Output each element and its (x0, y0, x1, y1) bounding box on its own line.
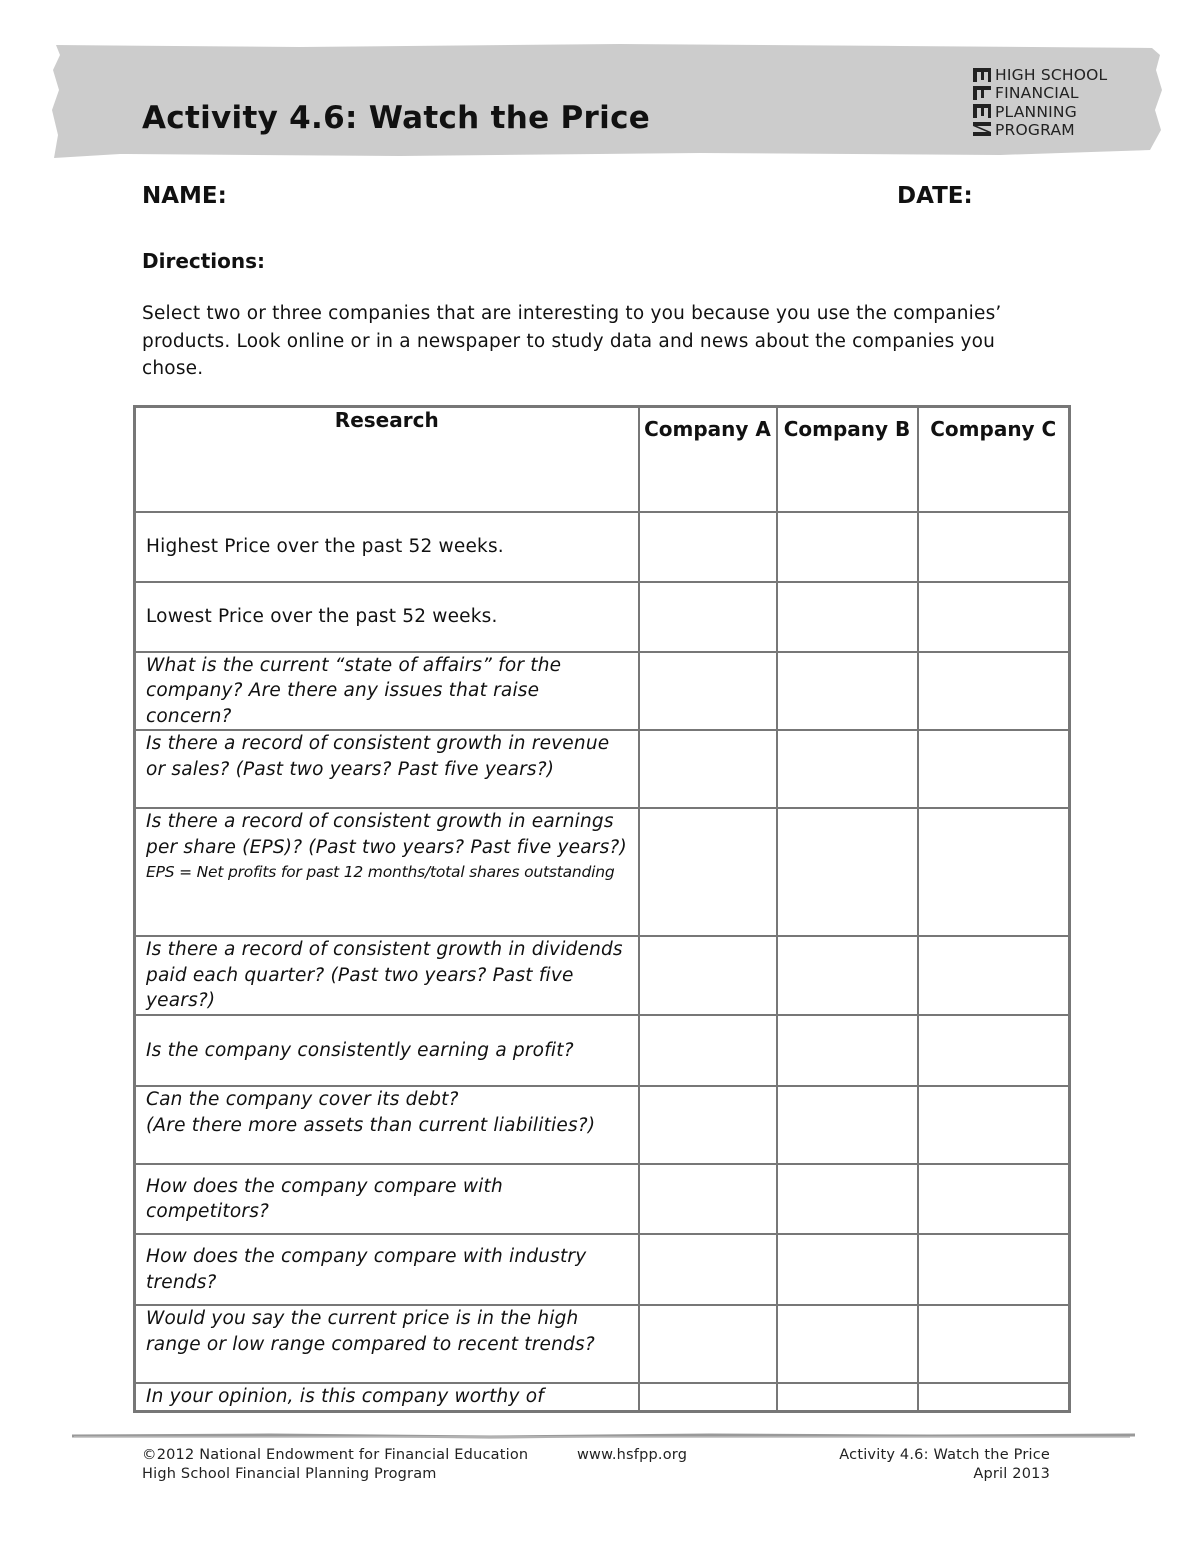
company-c-cell[interactable] (918, 1383, 1070, 1412)
date-label: DATE: (897, 183, 973, 209)
column-header-company-b: Company B (777, 407, 918, 512)
column-header-research: Research (135, 407, 639, 512)
row-question: Lowest Price over the past 52 weeks. (135, 582, 639, 652)
company-b-cell[interactable] (777, 652, 918, 731)
table-row (135, 1164, 1070, 1234)
company-c-cell[interactable] (918, 652, 1070, 731)
company-a-cell[interactable] (639, 1086, 777, 1164)
row-question: How does the company compare with competitors? (135, 1164, 639, 1234)
table-row (135, 652, 1070, 731)
table-row (135, 1234, 1070, 1305)
company-a-cell[interactable] (639, 652, 777, 731)
nefe-logo-mark (970, 66, 994, 138)
logo-line-2: FINANCIAL (995, 84, 1079, 103)
eps-note: EPS = Net profits for past 12 months/total shares outstanding (146, 863, 615, 881)
company-c-cell[interactable] (918, 1015, 1070, 1086)
logo-line-4: PROGRAM (995, 120, 1075, 139)
table-row (135, 1086, 1070, 1164)
row-question: Would you say the current price is in the high range or low range compared to recent trends? (135, 1305, 639, 1383)
company-c-cell[interactable] (918, 730, 1070, 808)
row-question: Can the company cover its debt? (146, 1089, 459, 1110)
row-question: In your opinion, is this company worthy of (135, 1383, 639, 1412)
table-header-row (135, 407, 1070, 512)
company-a-cell[interactable] (639, 1234, 777, 1305)
row-question: How does the company compare with industry trends? (135, 1234, 639, 1305)
row-question: Is the company consistently earning a profit? (135, 1015, 639, 1086)
page-title: Activity 4.6: Watch the Price (142, 100, 651, 136)
company-c-cell[interactable] (918, 808, 1070, 936)
footer-copyright: ©2012 National Endowment for Financial Education (142, 1447, 529, 1463)
table-row (135, 730, 1070, 808)
footer-left (142, 1446, 528, 1484)
company-a-cell[interactable] (639, 1164, 777, 1234)
logo-text (995, 66, 1107, 139)
row-question: Is there a record of consistent growth in earnings per share (EPS)? (Past two years? Past five years?) (146, 811, 627, 858)
column-header-company-c: Company C (918, 407, 1070, 512)
table-row (135, 808, 1070, 936)
company-b-cell[interactable] (777, 512, 918, 582)
row-question: Highest Price over the past 52 weeks. (135, 512, 639, 582)
company-c-cell[interactable] (918, 1305, 1070, 1383)
footer-program: High School Financial Planning Program (142, 1466, 437, 1482)
research-table (133, 405, 1071, 1413)
column-header-company-a: Company A (639, 407, 777, 512)
row-question-debt (135, 1086, 639, 1164)
company-c-cell[interactable] (918, 1086, 1070, 1164)
company-b-cell[interactable] (777, 730, 918, 808)
company-c-cell[interactable] (918, 582, 1070, 652)
logo-line-3: PLANNING (995, 102, 1077, 121)
row-question: Is there a record of consistent growth in revenue or sales? (Past two years? Past five years?) (135, 730, 639, 808)
company-b-cell[interactable] (777, 1086, 918, 1164)
company-a-cell[interactable] (639, 1305, 777, 1383)
footer-activity: Activity 4.6: Watch the Price (839, 1447, 1050, 1463)
company-b-cell[interactable] (777, 808, 918, 936)
company-c-cell[interactable] (918, 1234, 1070, 1305)
company-b-cell[interactable] (777, 1383, 918, 1412)
table-row (135, 582, 1070, 652)
company-b-cell[interactable] (777, 1164, 918, 1234)
footer-divider (70, 1431, 1140, 1441)
company-b-cell[interactable] (777, 936, 918, 1015)
table-row (135, 936, 1070, 1015)
table-row (135, 512, 1070, 582)
company-a-cell[interactable] (639, 1383, 777, 1412)
company-a-cell[interactable] (639, 808, 777, 936)
table-row (135, 1305, 1070, 1383)
table-row (135, 1383, 1070, 1412)
company-b-cell[interactable] (777, 582, 918, 652)
company-a-cell[interactable] (639, 512, 777, 582)
directions-text: Select two or three companies that are interesting to you because you use the companies’ products. Look online or in a newspaper to study data and news about the companies you chose. (142, 303, 1002, 379)
name-label: NAME: (142, 183, 227, 209)
company-a-cell[interactable] (639, 582, 777, 652)
company-c-cell[interactable] (918, 512, 1070, 582)
row-question: Is there a record of consistent growth in dividends paid each quarter? (Past two years? Past five years?) (135, 936, 639, 1015)
company-a-cell[interactable] (639, 1015, 777, 1086)
company-c-cell[interactable] (918, 1164, 1070, 1234)
footer-date: April 2013 (973, 1466, 1050, 1482)
company-a-cell[interactable] (639, 730, 777, 808)
row-question-line2: (Are there more assets than current liabilities?) (146, 1114, 596, 1136)
footer-right (760, 1446, 1050, 1484)
row-question-eps (135, 808, 639, 936)
row-question: What is the current “state of affairs” for the company? Are there any issues that raise concern? (135, 652, 639, 731)
company-c-cell[interactable] (918, 936, 1070, 1015)
logo-line-1: HIGH SCHOOL (995, 66, 1108, 84)
company-b-cell[interactable] (777, 1015, 918, 1086)
header-banner (0, 0, 1200, 175)
footer-website[interactable]: www.hsfpp.org (577, 1447, 688, 1463)
company-b-cell[interactable] (777, 1234, 918, 1305)
directions-heading: Directions: (142, 249, 266, 273)
table-row (135, 1015, 1070, 1086)
nefe-logo (970, 66, 1110, 144)
company-b-cell[interactable] (777, 1305, 918, 1383)
company-a-cell[interactable] (639, 936, 777, 1015)
